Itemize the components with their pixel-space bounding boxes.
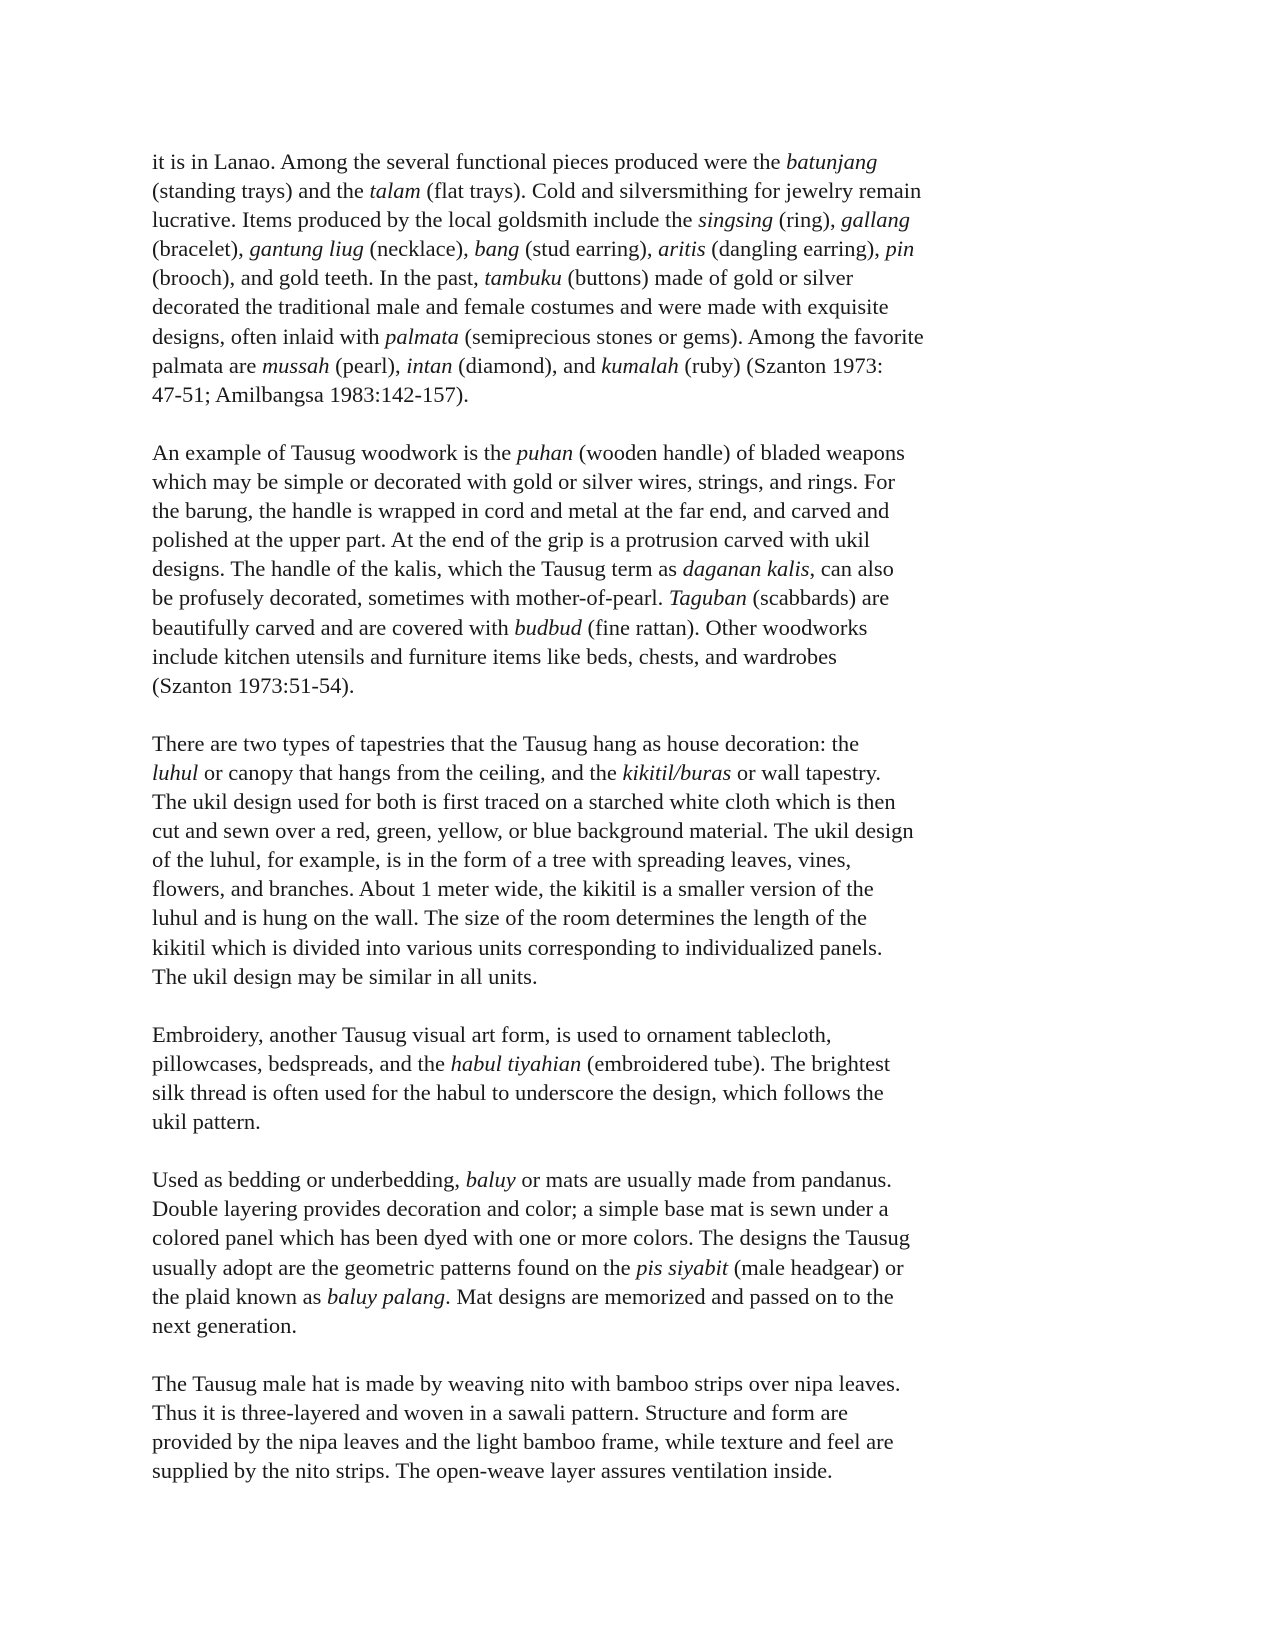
text-run: pillowcases, bedspreads, and the (152, 1050, 451, 1076)
text-run: beautifully carved and are covered with (152, 614, 515, 640)
italic-term: Taguban (668, 585, 747, 611)
text-line (152, 671, 1152, 700)
italic-term: intan (406, 352, 453, 378)
text-line (152, 1223, 1152, 1252)
text-run: (pearl), (329, 352, 407, 378)
text-line (152, 1282, 1152, 1311)
text-run: (embroidered tube). The brightest (581, 1050, 891, 1076)
text-line (152, 1194, 1152, 1223)
text-run: ukil pattern. (152, 1109, 261, 1135)
text-run: (semiprecious stones or gems). Among the favorite (458, 323, 924, 349)
text-line (152, 729, 1152, 758)
italic-term: puhan (516, 439, 574, 465)
italic-term: daganan kalis (682, 556, 810, 582)
text-run: The ukil design may be similar in all units. (152, 963, 538, 989)
text-line (152, 583, 1152, 612)
text-run: Thus it is three-layered and woven in a sawali pattern. Structure and form are (152, 1400, 848, 1426)
text-run: There are two types of tapestries that the Tausug hang as house decoration: the (152, 730, 860, 756)
text-run: flowers, and branches. About 1 meter wide, the kikitil is a smaller version of the (152, 876, 874, 902)
text-run: , can also (809, 556, 894, 582)
italic-term: aritis (658, 236, 706, 262)
text-run: lucrative. Items produced by the local goldsmith include the (152, 207, 699, 233)
text-run: (ruby) (Szanton 1973: (678, 352, 884, 378)
text-run: . Mat designs are memorized and passed on to the (445, 1283, 894, 1309)
text-line (152, 1369, 1152, 1398)
text-line (152, 1398, 1152, 1427)
text-run: colored panel which has been dyed with one or more colors. The designs the Tausug (152, 1225, 911, 1251)
text-line (152, 874, 1152, 903)
text-run: (standing trays) and the (152, 178, 370, 204)
text-run: designs, often inlaid with (152, 323, 386, 349)
paragraph (152, 438, 1152, 700)
italic-term: tambuku (484, 265, 562, 291)
text-line (152, 816, 1152, 845)
italic-term: gantung liug (249, 236, 364, 262)
italic-term: luhul (152, 759, 199, 785)
italic-term: kikitil/buras (622, 759, 732, 785)
text-run: Used as bedding or underbedding, (152, 1167, 466, 1193)
italic-term: habul tiyahian (450, 1050, 582, 1076)
text-line (152, 496, 1152, 525)
text-line (152, 933, 1152, 962)
text-run: (stud earring), (519, 236, 659, 262)
text-run: (flat trays). Cold and silversmithing for jewelry remain (420, 178, 922, 204)
text-line (152, 554, 1152, 583)
italic-term: kumalah (601, 352, 679, 378)
text-run: or mats are usually made from pandanus. (515, 1167, 892, 1193)
text-run: (Szanton 1973:51-54). (152, 672, 355, 698)
paragraph (152, 1369, 1152, 1485)
text-run: (bracelet), (152, 236, 250, 262)
italic-term: singsing (698, 207, 774, 233)
italic-term: batunjang (786, 149, 878, 174)
document-page (152, 147, 1152, 1514)
text-line (152, 1049, 1152, 1078)
text-line (152, 642, 1152, 671)
text-run: Double layering provides decoration and color; a simple base mat is sewn under a (152, 1196, 889, 1222)
text-run: of the luhul, for example, is in the form of a tree with spreading leaves, vines, (152, 847, 852, 873)
italic-term: baluy palang (326, 1283, 446, 1309)
text-line (152, 234, 1152, 263)
text-line (152, 845, 1152, 874)
text-line (152, 1020, 1152, 1049)
text-run: (scabbards) are (746, 585, 890, 611)
text-run: (diamond), and (452, 352, 602, 378)
text-run: The Tausug male hat is made by weaving nito with bamboo strips over nipa leaves. (152, 1370, 901, 1396)
text-run: supplied by the nito strips. The open-weave layer assures ventilation inside. (152, 1458, 833, 1484)
text-line (152, 1165, 1152, 1194)
text-line (152, 613, 1152, 642)
text-run: silk thread is often used for the habul to underscore the design, which follows the (152, 1080, 884, 1105)
text-run: (dangling earring), (705, 236, 886, 262)
text-line (152, 1311, 1152, 1340)
text-line (152, 380, 1152, 409)
text-line (152, 758, 1152, 787)
text-line (152, 903, 1152, 932)
italic-term: gallang (841, 207, 910, 233)
text-line (152, 205, 1152, 234)
text-line (152, 1253, 1152, 1282)
text-run: decorated the traditional male and female costumes and were made with exquisite (152, 294, 889, 320)
text-line (152, 1107, 1152, 1136)
text-line (152, 438, 1152, 467)
text-run: provided by the nipa leaves and the light bamboo frame, while texture and feel are (152, 1429, 894, 1455)
text-run: it is in Lanao. Among the several functional pieces produced were the (152, 149, 787, 174)
text-line (152, 351, 1152, 380)
italic-term: budbud (514, 614, 582, 640)
text-run: which may be simple or decorated with gold or silver wires, strings, and rings. For (152, 469, 895, 495)
text-run: include kitchen utensils and furniture items like beds, chests, and wardrobes (152, 643, 837, 669)
text-line (152, 292, 1152, 321)
text-line (152, 787, 1152, 816)
text-line (152, 525, 1152, 554)
italic-term: baluy (465, 1167, 516, 1193)
italic-term: palmata (385, 323, 459, 349)
text-run: cut and sewn over a red, green, yellow, or blue background material. The ukil design (152, 818, 914, 844)
italic-term: mussah (261, 352, 330, 378)
text-run: or wall tapestry. (731, 759, 882, 785)
italic-term: bang (474, 236, 520, 262)
text-run: be profusely decorated, sometimes with mother-of-pearl. (152, 585, 669, 611)
paragraph (152, 729, 1152, 991)
text-run: polished at the upper part. At the end of the grip is a protrusion carved with ukil (152, 527, 870, 553)
text-run: palmata are (152, 352, 262, 378)
text-run: next generation. (152, 1312, 297, 1338)
text-run: or canopy that hangs from the ceiling, and the (198, 759, 623, 785)
text-run: Embroidery, another Tausug visual art form, is used to ornament tablecloth, (152, 1021, 832, 1047)
italic-term: pis siyabit (636, 1254, 729, 1280)
text-line (152, 467, 1152, 496)
text-run: (ring), (773, 207, 842, 233)
text-run: kikitil which is divided into various units corresponding to individualized panels. (152, 934, 883, 960)
text-line (152, 1078, 1152, 1107)
text-run: An example of Tausug woodwork is the (152, 439, 517, 465)
text-line (152, 962, 1152, 991)
text-run: (necklace), (363, 236, 475, 262)
italic-term: talam (369, 178, 421, 204)
text-run: (buttons) made of gold or silver (561, 265, 854, 291)
text-run: (male headgear) or (728, 1254, 904, 1280)
italic-term: pin (885, 236, 915, 262)
text-run: (brooch), and gold teeth. In the past, (152, 265, 485, 291)
text-run: (wooden handle) of bladed weapons (573, 439, 905, 465)
text-run: designs. The handle of the kalis, which the Tausug term as (152, 556, 683, 582)
paragraph (152, 1020, 1152, 1136)
text-line (152, 147, 1152, 176)
text-run: the plaid known as (152, 1283, 327, 1309)
text-line (152, 322, 1152, 351)
text-run: the barung, the handle is wrapped in cord and metal at the far end, and carved and (152, 498, 890, 524)
text-run: The ukil design used for both is first traced on a starched white cloth which is then (152, 789, 896, 815)
text-run: 47-51; Amilbangsa 1983:142-157). (152, 381, 469, 407)
paragraph (152, 1165, 1152, 1340)
text-line (152, 176, 1152, 205)
paragraph (152, 147, 1152, 409)
text-run: usually adopt are the geometric patterns found on the (152, 1254, 637, 1280)
text-line (152, 1427, 1152, 1456)
text-line (152, 1456, 1152, 1485)
text-line (152, 263, 1152, 292)
text-run: (fine rattan). Other woodworks (581, 614, 868, 640)
text-run: luhul and is hung on the wall. The size of the room determines the length of the (152, 905, 868, 931)
